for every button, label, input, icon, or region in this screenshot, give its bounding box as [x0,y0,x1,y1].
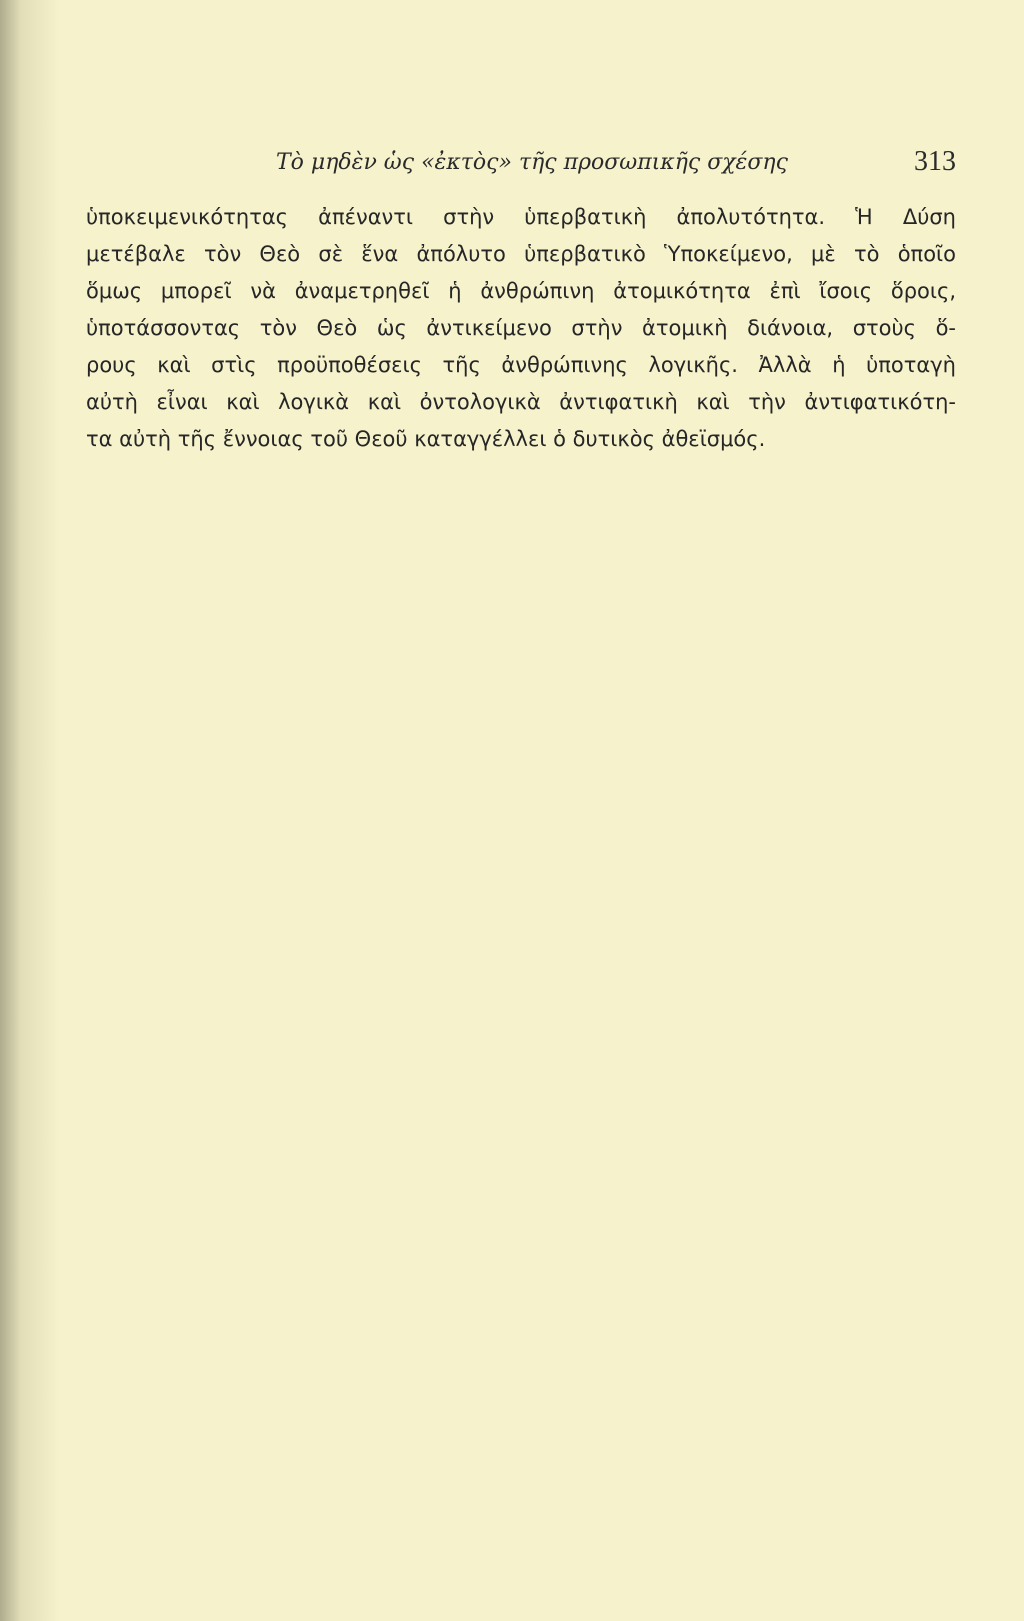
text-line: αὐτὴ εἶναι καὶ λογικὰ καὶ ὀντολογικὰ ἀντιφατικὴ καὶ τὴν ἀντιφατικότη- [86,390,956,414]
page-gutter-shadow [0,0,60,1621]
running-head: Τὸ μηδὲν ὡς «ἐκτὸς» τῆς προσωπικῆς σχέσης [276,150,788,175]
text-line: ὑποτάσσοντας τὸν Θεὸ ὡς ἀντικείμενο στὴν ἀτομικὴ διάνοια, στοὺς ὅ- [86,316,956,340]
text-line: τα αὐτὴ τῆς ἔννοιας τοῦ Θεοῦ καταγγέλλει ὁ δυτικὸς ἀθεϊσμός. [86,427,766,451]
paragraph [86,199,956,458]
text-line: ὅμως μπορεῖ νὰ ἀναμετρηθεῖ ἡ ἀνθρώπινη ἀτομικότητα ἐπὶ ἴσοις ὅροις, [86,279,956,303]
text-line: μετέβαλε τὸν Θεὸ σὲ ἕνα ἀπόλυτο ὑπερβατικὸ Ὑποκείμενο, μὲ τὸ ὁποῖο [86,242,956,266]
page-header [86,146,956,186]
text-line: ρους καὶ στὶς προϋποθέσεις τῆς ἀνθρώπινης λογικῆς. Ἀλλὰ ἡ ὑποταγὴ [86,353,956,377]
book-page [86,0,956,1621]
page-number: 313 [914,146,956,177]
text-line: ὑποκειμενικότητας ἀπέναντι στὴν ὑπερβατικὴ ἀπολυτότητα. Ἡ Δύση [86,205,956,229]
